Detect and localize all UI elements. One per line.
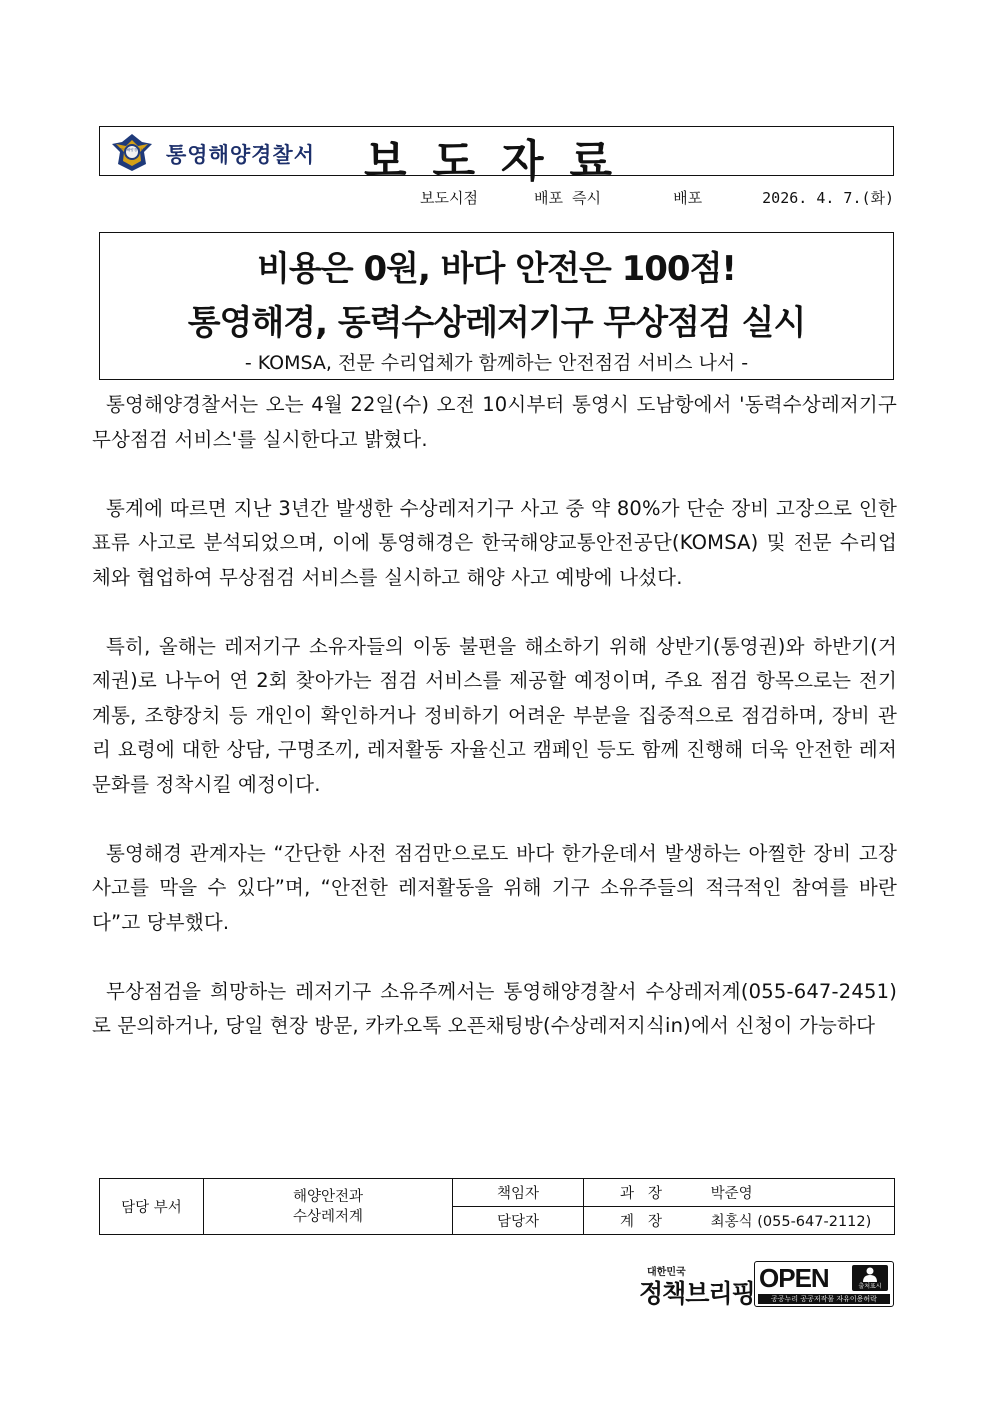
position: 과장: [619, 1186, 676, 1202]
paragraph: 통영해양경찰서는 오는 4월 22일(수) 오전 10시부터 통영시 도남항에서 '동력수상레저기구 무상점검 서비스'를 실시한다고 밝혔다.: [92, 393, 897, 451]
role-value: [584, 1179, 895, 1207]
coast-guard-emblem-icon: [110, 130, 154, 174]
release-label: 보도시점: [420, 189, 478, 207]
attribution-badge: [852, 1265, 888, 1291]
headline-line-2: 통영해경, 동력수상레저기구 무상점검 실시: [187, 303, 806, 343]
kogl-bar-text: 공공누리 공공저작물 자유이용허락: [758, 1294, 890, 1304]
role-label: 담당자: [453, 1207, 584, 1235]
position: 계장: [619, 1214, 676, 1230]
attribution-text: 출처표시: [858, 1283, 882, 1290]
contact-table: [99, 1178, 895, 1235]
dept-name-line-1: 해양안전과: [292, 1188, 364, 1205]
paragraph: 특히, 올해는 레저기구 소유자들의 이동 불편을 해소하기 위해 상반기(통영권)와 하반기(거제권)로 나누어 연 2회 찾아가는 점검 서비스를 제공할 예정이며, 주요 점검 항목으로는 전기계통, 조향장치 등 개인이 확인하거나 정비하기 어려운 부분을 집중적으로 점검하며, 장비 관리 요령에 대한 상담, 구명조끼, 레저활동 자율신고 캠페인 등도 함께 진행해 더욱 안전한 레저문화를 정착시킬 예정이다.: [92, 634, 897, 796]
press-release-title: 보도자료: [364, 136, 639, 187]
kogl-open-license: [754, 1261, 894, 1307]
emblem-text: 통영해양경찰서: [119, 148, 145, 152]
headline-line-1: 비용은 0원, 바다 안전은 100점!: [257, 249, 736, 289]
dept-name-line-2: 수상레저계: [292, 1208, 364, 1225]
distribution-date: 2026. 4. 7.(화): [762, 189, 895, 207]
org-name: 통영해양경찰서: [166, 143, 316, 167]
paragraph: 무상점검을 희망하는 레저기구 소유주께서는 통영해양경찰서 수상레저계(055-647-2451)로 문의하거나, 당일 현장 방문, 카카오톡 오픈채팅방(수상레저지식in)에서 신청이 가능하다: [92, 979, 897, 1037]
person: 박준영: [710, 1186, 753, 1202]
release-value: 배포 즉시: [534, 189, 602, 207]
dept-label: 담당 부서: [100, 1179, 204, 1235]
policy-logo-small: 대한민국: [647, 1267, 686, 1278]
article-body: [92, 388, 897, 1044]
release-meta: [420, 187, 894, 208]
table-row: [100, 1179, 895, 1207]
headline-box: [99, 232, 894, 380]
press-release-header: [99, 126, 894, 187]
subheadline: - KOMSA, 전문 수리업체가 함께하는 안전점검 서비스 나서 -: [244, 352, 749, 374]
policy-logo-big: 정책브리핑: [639, 1279, 755, 1308]
role-value: [584, 1207, 895, 1235]
role-label: 책임자: [453, 1179, 584, 1207]
dept-name: [204, 1179, 453, 1235]
open-word: OPEN: [759, 1263, 829, 1293]
paragraph: 통계에 따르면 지난 3년간 발생한 수상레저기구 사고 중 약 80%가 단순 장비 고장으로 인한 표류 사고로 분석되었으며, 이에 통영해경은 한국해양교통안전공단(KOMSA) 및 전문 수리업체와 협업하여 무상점검 서비스를 실시하고 해양 사고 예방에 나섰다.: [92, 496, 897, 589]
person: 최홍식 (055-647-2112): [710, 1214, 872, 1230]
distribution-label: 배포: [673, 189, 703, 207]
paragraph: 통영해경 관계자는 “간단한 사전 점검만으로도 바다 한가운데서 발생하는 아찔한 장비 고장 사고를 막을 수 있다”며, “안전한 레저활동을 위해 기구 소유주들의 적극적인 참여를 바란다”고 당부했다.: [92, 841, 897, 934]
